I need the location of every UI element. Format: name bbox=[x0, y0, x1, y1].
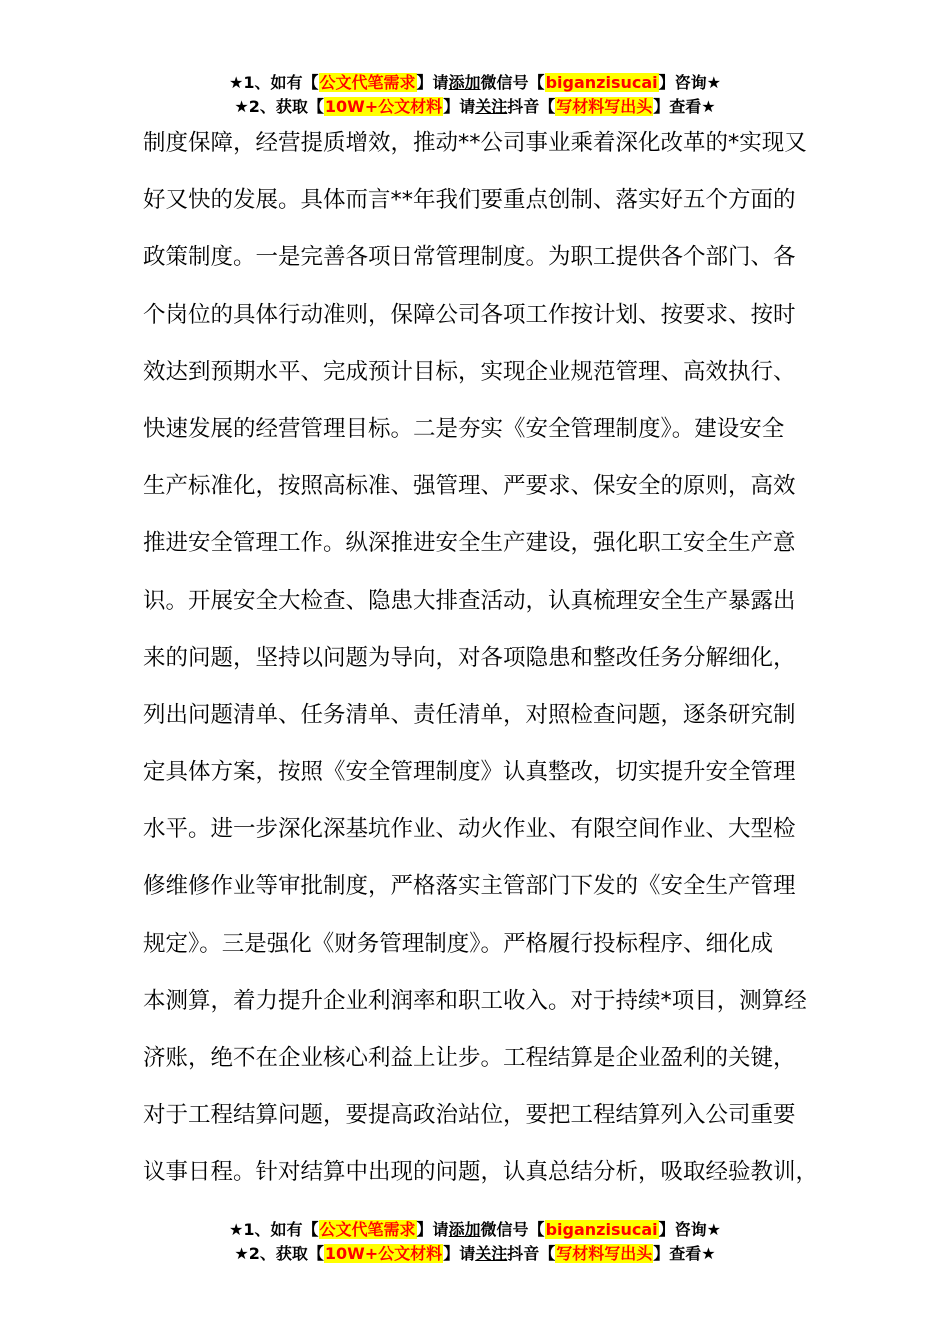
header-ad-line-1 bbox=[0, 71, 950, 95]
footer-ad-2-douyin-id: 写材料写出头 bbox=[556, 1244, 653, 1263]
body-line: 快速发展的经营管理目标。二是夯实《安全管理制度》。建设安全 bbox=[143, 415, 785, 442]
body-line: 好又快的发展。具体而言**年我们要重点创制、落实好五个方面的 bbox=[143, 187, 796, 214]
footer-ad-1-prefix: ★1、如有【 bbox=[229, 1220, 319, 1239]
header-ad-2-douyin-id: 写材料写出头 bbox=[556, 97, 653, 116]
footer-ad-1-middle-a: 】请 bbox=[416, 1220, 449, 1239]
header-ad-2-underlined: 关注 bbox=[475, 97, 508, 116]
body-line: 济账，绝不在企业核心利益上让步。工程结算是企业盈利的关键， bbox=[143, 1045, 796, 1071]
footer-ad-1-underlined: 添加 bbox=[448, 1220, 481, 1239]
footer-ad-2-prefix: ★2、获取【 bbox=[234, 1244, 324, 1263]
body-line: 效达到预期水平、完成预计目标，实现企业规范管理、高效执行、 bbox=[143, 358, 796, 385]
header-ad-1-middle-a: 】请 bbox=[416, 73, 449, 92]
header-ad bbox=[0, 71, 950, 119]
body-line: 对于工程结算问题，要提高政治站位，要把工程结算列入公司重要 bbox=[143, 1102, 796, 1129]
body-line: 识。开展安全大检查、隐患大排查活动，认真梳理安全生产暴露出 bbox=[143, 587, 796, 614]
header-ad-2-suffix: 】查看★ bbox=[653, 97, 716, 116]
header-ad-2-materials-highlight: 10W+公文材料 bbox=[324, 97, 443, 116]
body-line: 规定》。三是强化《财务管理制度》。严格履行投标程序、细化成 bbox=[143, 930, 774, 957]
body-line: 列出问题清单、任务清单、责任清单，对照检查问题，逐条研究制 bbox=[143, 701, 796, 728]
header-ad-2-prefix: ★2、获取【 bbox=[234, 97, 324, 116]
footer-ad-2-middle-b: 抖音【 bbox=[507, 1244, 556, 1263]
body-line: 本测算，着力提升企业利润率和职工收入。对于持续*项目，测算经 bbox=[143, 987, 807, 1014]
body-line: 议事日程。针对结算中出现的问题，认真总结分析，吸取经验教训， bbox=[143, 1159, 819, 1186]
footer-ad-line-2 bbox=[0, 1242, 950, 1266]
footer-ad-2-underlined: 关注 bbox=[475, 1244, 508, 1263]
footer-ad-2-materials-highlight: 10W+公文材料 bbox=[324, 1244, 443, 1263]
header-ad-1-wechat-id: biganzisucai bbox=[545, 73, 658, 92]
body-line: 定具体方案，按照《安全管理制度》认真整改，切实提升安全管理 bbox=[143, 759, 796, 786]
header-ad-2-middle-a: 】请 bbox=[443, 97, 476, 116]
header-ad-1-underlined: 添加 bbox=[448, 73, 481, 92]
body-line: 修维修作业等审批制度，严格落实主管部门下发的《安全生产管理 bbox=[143, 873, 796, 900]
footer-ad-1-middle-b: 微信号【 bbox=[480, 1220, 545, 1239]
body-paragraph bbox=[143, 115, 833, 1202]
body-line: 制度保障，经营提质增效，推动**公司事业乘着深化改革的*实现又 bbox=[143, 130, 807, 156]
header-ad-1-middle-b: 微信号【 bbox=[480, 73, 545, 92]
footer-ad bbox=[0, 1218, 950, 1266]
footer-ad-1-wechat-id: biganzisucai bbox=[545, 1220, 658, 1239]
footer-ad-2-suffix: 】查看★ bbox=[653, 1244, 716, 1263]
body-line: 推进安全管理工作。纵深推进安全生产建设，强化职工安全生产意 bbox=[143, 530, 796, 557]
body-line: 来的问题，坚持以问题为导向，对各项隐患和整改任务分解细化， bbox=[143, 644, 796, 671]
body-line: 政策制度。一是完善各项日常管理制度。为职工提供各个部门、各 bbox=[143, 244, 796, 271]
footer-ad-1-suffix: 】咨询★ bbox=[658, 1220, 721, 1239]
header-ad-1-service-highlight: 公文代笔需求 bbox=[319, 73, 416, 92]
body-line: 水平。进一步深化深基坑作业、动火作业、有限空间作业、大型检 bbox=[143, 816, 796, 843]
body-line: 个岗位的具体行动准则，保障公司各项工作按计划、按要求、按时 bbox=[143, 301, 796, 328]
body-line: 生产标准化，按照高标准、强管理、严要求、保安全的原则，高效 bbox=[143, 473, 796, 500]
header-ad-2-middle-b: 抖音【 bbox=[507, 97, 556, 116]
footer-ad-2-middle-a: 】请 bbox=[443, 1244, 476, 1263]
header-ad-1-prefix: ★1、如有【 bbox=[229, 73, 319, 92]
footer-ad-line-1 bbox=[0, 1218, 950, 1242]
footer-ad-1-service-highlight: 公文代笔需求 bbox=[319, 1220, 416, 1239]
header-ad-1-suffix: 】咨询★ bbox=[658, 73, 721, 92]
